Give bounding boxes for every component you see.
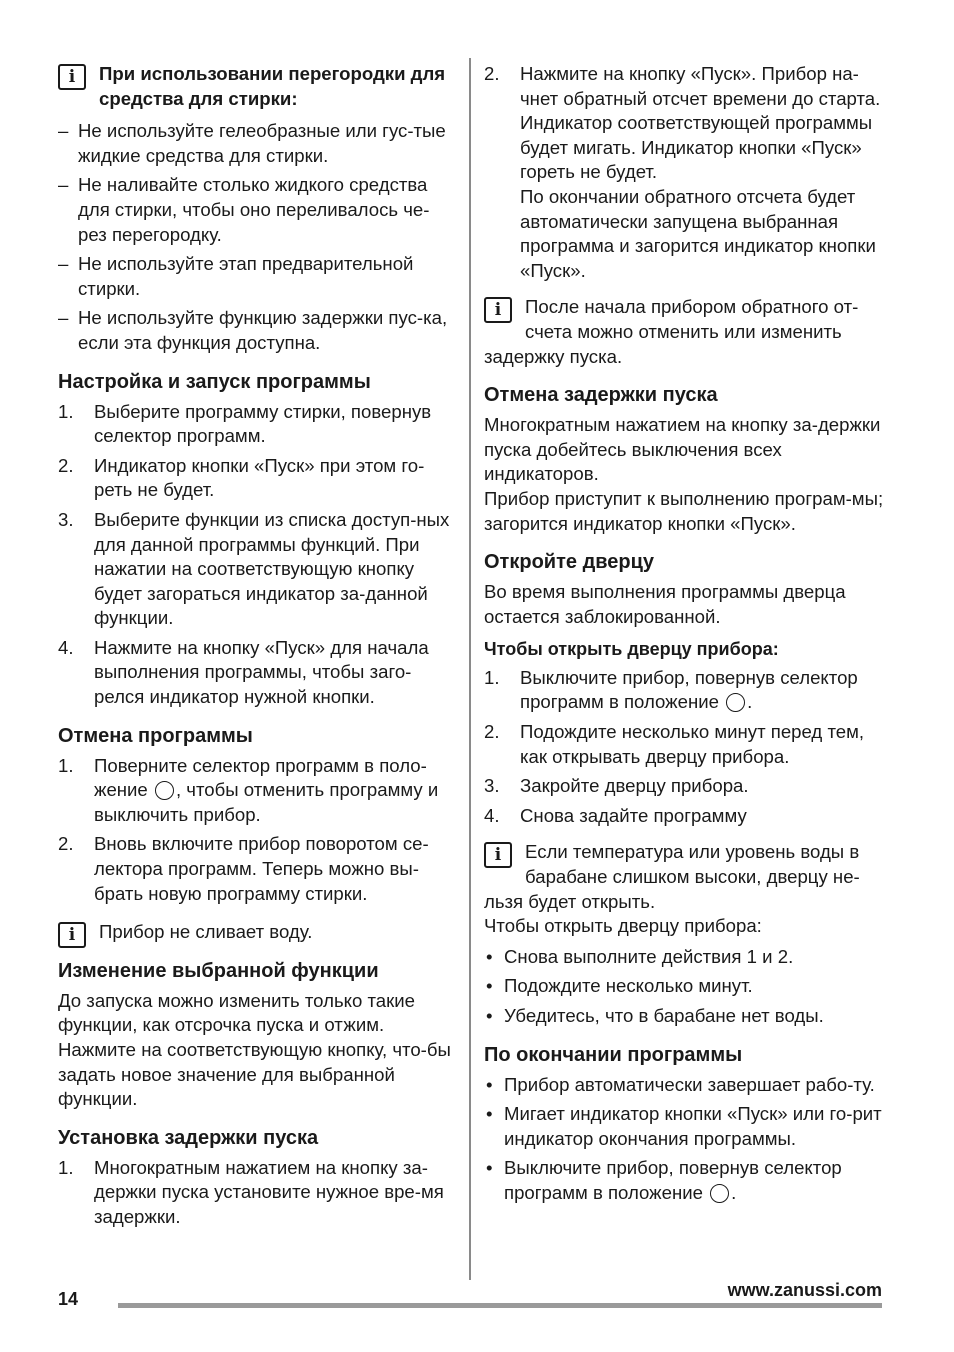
footer-rule: [118, 1303, 882, 1308]
note-title: При использовании перегородки для средства для стирки:: [99, 63, 446, 109]
list-item: 1. Выберите программу стирки, повернув селектор программ.: [58, 400, 432, 447]
section-title: Отмена задержки пуска: [484, 384, 718, 407]
list-item: 2. Подождите несколько минут перед тем, как открывать дверцу прибора.: [484, 721, 865, 767]
section-title: Настройка и запуск программы: [58, 370, 371, 393]
paragraph: Прибор приступит к выполнению програм-мы; загорится индикатор кнопки «Пуск».: [484, 487, 884, 534]
right-column: [484, 62, 884, 1211]
list-item: 2. Нажмите на кнопку «Пуск». Прибор на-чнет обратный отсчет времени до старта. Индикатор соответствующей программы будет мигать. Индикатор кнопки «Пуск» гореть не будет. По окончании обратного отсчета будет автоматически запущена выбранная программа и загорится индикатор кнопки «Пуск».: [484, 63, 881, 281]
paragraph: Нажмите на соответствующую кнопку, что-бы задать новое значение для выбранной функции.: [58, 1039, 451, 1110]
info-note: i Прибор не сливает воду.: [58, 920, 456, 945]
list-item: • Снова выполните действия 1 и 2.: [486, 945, 794, 967]
list-item: 2. Вновь включите прибор поворотом се-лектора программ. Теперь можно вы-брать новую программу стирки.: [58, 833, 429, 904]
list-item: 1. Многократным нажатием на кнопку за-держки пуска установите нужное вре-мя задержки.: [58, 1156, 444, 1227]
paragraph: Во время выполнения программы дверца остается заблокированной.: [484, 581, 846, 627]
list-item: – Не используйте функцию задержки пус-ка, если эта функция доступна.: [58, 307, 448, 353]
off-position-icon: [155, 781, 174, 800]
numbered-list: [58, 754, 456, 907]
list-item: 1. Выключите прибор, повернув селектор программ в положение .: [484, 666, 858, 713]
column-divider: [469, 58, 471, 1280]
info-icon: i: [484, 842, 512, 868]
list-item: – Не используйте этап предварительной стирки.: [58, 253, 414, 299]
page-number: 14: [58, 1289, 79, 1309]
info-icon: i: [58, 64, 86, 90]
section-title: Отмена программы: [58, 724, 253, 747]
info-note: i Если температура или уровень воды в барабане слишком высоки, дверцу не- льзя будет открыть.: [484, 841, 860, 912]
info-note: i После начала прибором обратного от-счета можно отменить или изменить задержку пуска.: [484, 296, 859, 367]
bullet-list: [484, 945, 884, 1029]
bullet-list: [484, 1073, 884, 1206]
list-item: – Не наливайте столько жидкого средства для стирки, чтобы оно переливалось че-рез перегородку.: [58, 174, 430, 245]
info-icon: i: [58, 922, 86, 948]
list-item: • Мигает индикатор кнопки «Пуск» или го-рит индикатор окончания программы.: [486, 1103, 882, 1149]
list-item: 3. Выберите функции из списка доступ-ных для данной программы функций. При нажатии на соответствующую кнопку будет загораться индикатор за-данной функции.: [58, 508, 450, 629]
subheading: Чтобы открыть дверцу прибора:: [484, 639, 779, 660]
list-item: • Выключите прибор, повернув селектор программ в положение .: [486, 1157, 842, 1203]
section-title: По окончании программы: [484, 1043, 743, 1066]
numbered-list: [484, 666, 884, 829]
off-position-icon: [710, 1184, 729, 1203]
left-column: [58, 62, 456, 1235]
paragraph: Чтобы открыть дверцу прибора:: [484, 915, 762, 937]
list-item: 4. Нажмите на кнопку «Пуск» для начала выполнения программы, чтобы заго-релся индикатор нужной кнопки.: [58, 636, 429, 708]
list-item: • Подождите несколько минут.: [486, 975, 753, 997]
list-item: • Убедитесь, что в барабане нет воды.: [486, 1005, 824, 1026]
list-item: – Не используйте гелеобразные или гус-тые жидкие средства для стирки.: [58, 120, 446, 166]
numbered-list: [58, 400, 456, 710]
website-url: www.zanussi.com: [727, 1280, 882, 1300]
numbered-list: [58, 1156, 456, 1230]
paragraph: Многократным нажатием на кнопку за-держки пуска добейтесь выключения всех индикаторов.: [484, 414, 881, 485]
section-title: Изменение выбранной функции: [58, 959, 379, 982]
list-item: 3. Закройте дверцу прибора.: [484, 775, 749, 797]
list-item: 4. Снова задайте программу: [484, 804, 747, 826]
off-position-icon: [726, 693, 745, 712]
list-item: • Прибор автоматически завершает рабо-ту.: [486, 1073, 875, 1095]
dash-list: [58, 119, 456, 355]
list-item: 1. Поверните селектор программ в поло-жение , чтобы отменить программу и выключить прибор.: [58, 754, 439, 825]
list-item: 2. Индикатор кнопки «Пуск» при этом го-реть не будет.: [58, 454, 425, 501]
info-note: [58, 62, 456, 111]
section-title: Установка задержки пуска: [58, 1126, 319, 1149]
info-icon: i: [484, 297, 512, 323]
numbered-list: [484, 62, 884, 283]
section-title: Откройте дверцу: [484, 551, 655, 574]
paragraph: До запуска можно изменить только такие функции, как отсрочка пуска и отжим.: [58, 989, 416, 1036]
